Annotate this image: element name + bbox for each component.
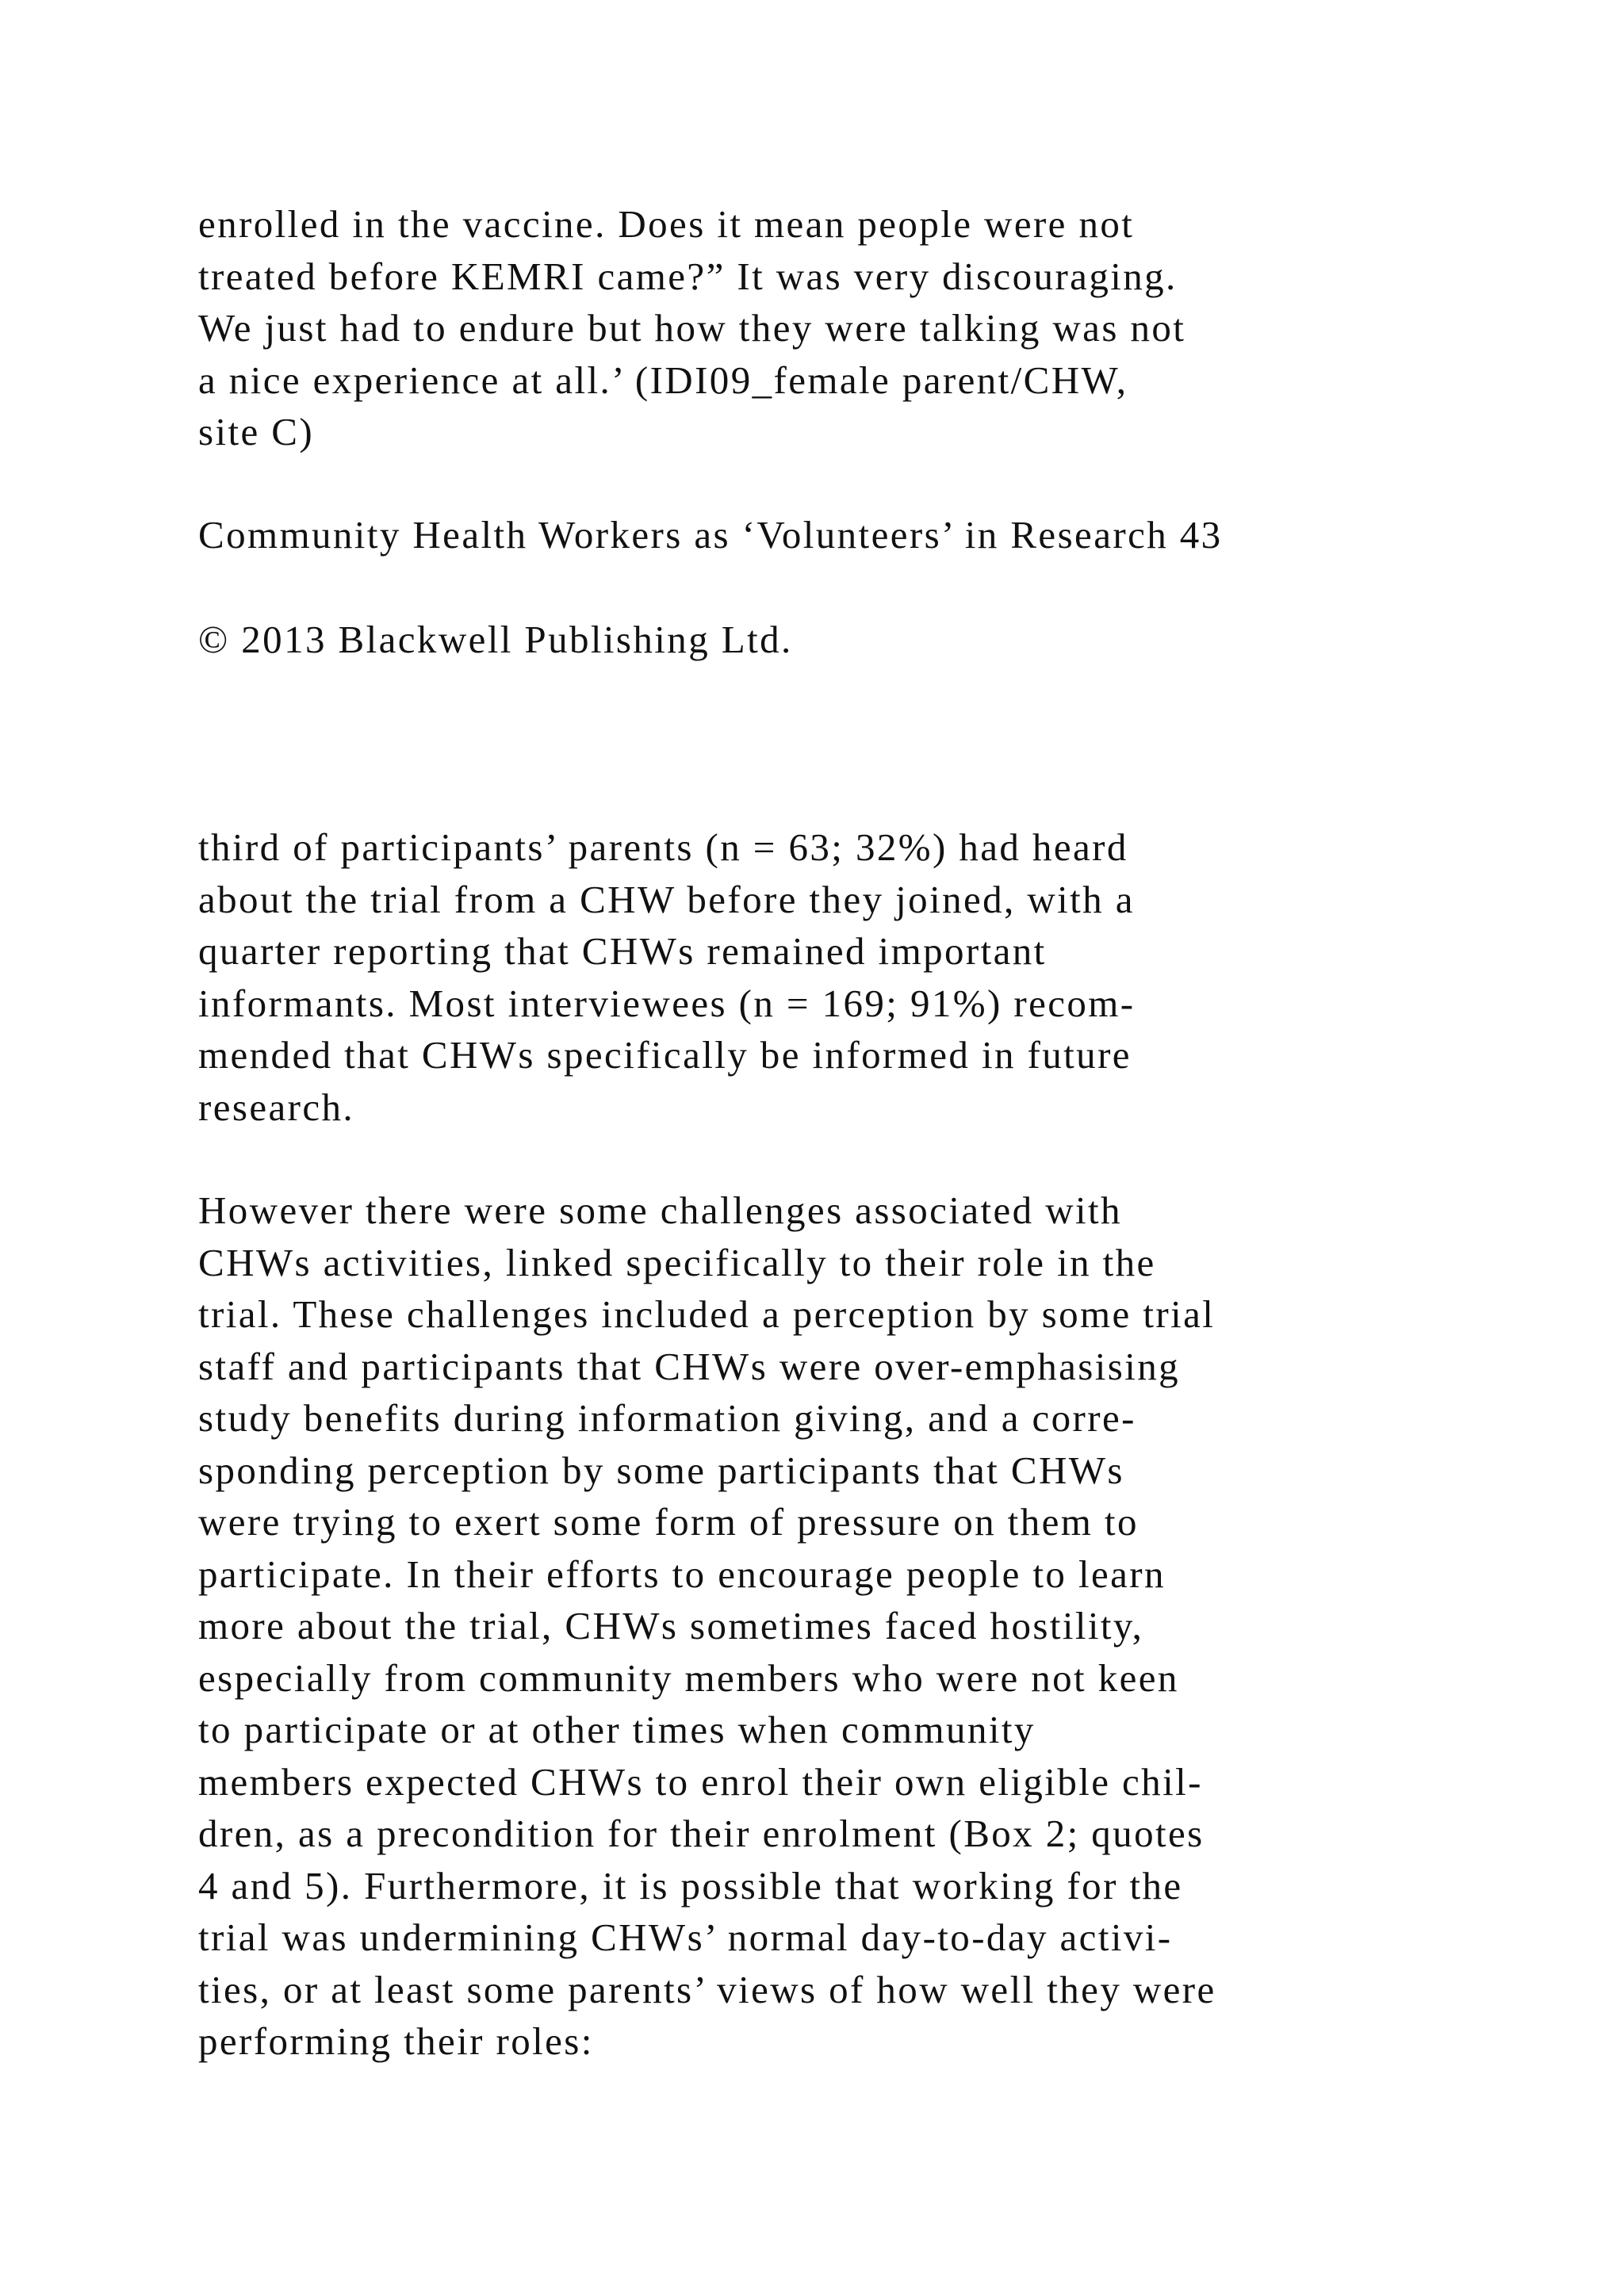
text-line: trial was undermining CHWs’ normal day-to-day activi-	[198, 1915, 1173, 1959]
paragraph-2	[198, 1184, 1216, 2068]
text-line: participate. In their efforts to encourage people to learn	[198, 1552, 1166, 1596]
text-line: were trying to exert some form of pressure on them to	[198, 1500, 1139, 1544]
quote-continuation	[198, 198, 1185, 458]
text-line: We just had to endure but how they were talking was not	[198, 306, 1186, 350]
text-line: ties, or at least some parents’ views of how well they were	[198, 1967, 1216, 2011]
text-line: quarter reporting that CHWs remained important	[198, 929, 1047, 973]
text-line: site C)	[198, 410, 315, 453]
text-line: third of participants’ parents (n = 63; 32%) had heard	[198, 825, 1128, 869]
text-line: about the trial from a CHW before they joined, with a	[198, 877, 1135, 921]
text-line: performing their roles:	[198, 2019, 594, 2063]
text-line: treated before KEMRI came?” It was very discouraging.	[198, 254, 1178, 298]
text-line: CHWs activities, linked specifically to their role in the	[198, 1240, 1156, 1284]
text-line: members expected CHWs to enrol their own eligible chil-	[198, 1759, 1203, 1804]
text-line: dren, as a precondition for their enrolment (Box 2; quotes	[198, 1812, 1205, 1855]
text-line: more about the trial, CHWs sometimes faced hostility,	[198, 1604, 1144, 1647]
text-line: staff and participants that CHWs were over-emphasising	[198, 1344, 1181, 1388]
running-head	[198, 509, 1223, 561]
running-head-text: Community Health Workers as ‘Volunteers’ in Research 43	[198, 513, 1223, 557]
text-line: 4 and 5). Furthermore, it is possible that working for the	[198, 1863, 1183, 1908]
text-line: especially from community members who were not keen	[198, 1655, 1179, 1700]
copyright-text: © 2013 Blackwell Publishing Ltd.	[198, 618, 793, 661]
text-line: to participate or at other times when community	[198, 1708, 1036, 1751]
text-line: sponding perception by some participants that CHWs	[198, 1448, 1124, 1492]
text-line: informants. Most interviewees (n = 169; 91%) recom-	[198, 981, 1136, 1025]
paragraph-1	[198, 821, 1136, 1133]
text-line: trial. These challenges included a perception by some trial	[198, 1292, 1216, 1336]
text-line: enrolled in the vaccine. Does it mean people were not	[198, 202, 1135, 246]
copyright-notice	[198, 614, 793, 666]
text-line: study benefits during information giving, and a corre-	[198, 1396, 1136, 1440]
text-line: However there were some challenges associated with	[198, 1188, 1122, 1232]
text-line: a nice experience at all.’ (IDI09_female parent/CHW,	[198, 358, 1128, 402]
text-line: research.	[198, 1085, 355, 1129]
text-line: mended that CHWs specifically be informed in future	[198, 1033, 1132, 1077]
